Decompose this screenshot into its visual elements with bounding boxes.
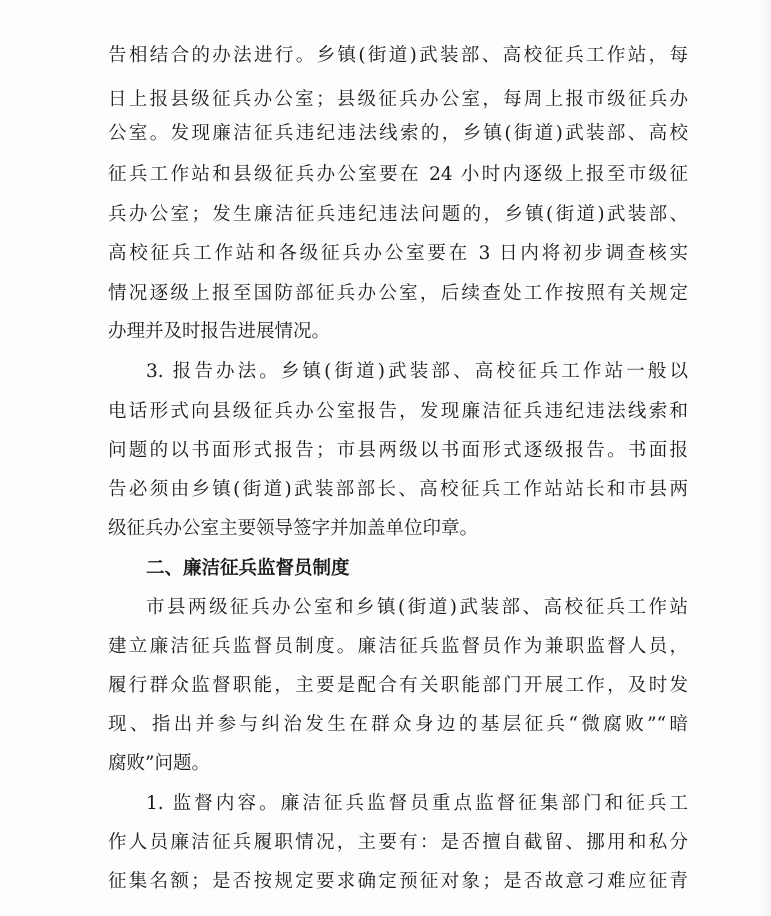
text-line: 情况逐级上报至国防部征兵办公室，后续查处工作按照有关规定 xyxy=(108,283,688,304)
text-line: 征兵工作站和县级征兵办公室要在 24 小时内逐级上报至市级征 xyxy=(108,164,688,185)
text-line: 履行群众监督职能，主要是配合有关职能部门开展工作，及时发 xyxy=(108,675,688,696)
text-line: 告必须由乡镇(街道)武装部部长、高校征兵工作站站长和市县两 xyxy=(108,479,688,500)
text-line: 征集名额；是否按规定要求确定预征对象；是否故意刁难应征青 xyxy=(108,871,688,892)
text-line: 1. 监督内容。廉洁征兵监督员重点监督征集部门和征兵工 xyxy=(146,793,688,814)
text-line: 3. 报告办法。乡镇(街道)武装部、高校征兵工作站一般以 xyxy=(146,361,688,382)
text-line: 问题的以书面形式报告；市县两级以书面形式逐级报告。书面报 xyxy=(108,440,688,461)
section-heading: 二、廉洁征兵监督员制度 xyxy=(146,558,350,579)
text-line: 公室。发现廉洁征兵违纪违法线索的，乡镇(街道)武装部、高校 xyxy=(108,123,688,144)
scan-edge-shadow xyxy=(757,0,771,916)
text-line: 建立廉洁征兵监督员制度。廉洁征兵监督员作为兼职监督人员， xyxy=(108,636,688,657)
text-line: 作人员廉洁征兵履职情况，主要有：是否擅自截留、挪用和私分 xyxy=(108,832,688,853)
text-line: 电话形式向县级征兵办公室报告，发现廉洁征兵违纪违法线索和 xyxy=(108,401,688,422)
text-line: 现、指出并参与纠治发生在群众身边的基层征兵“微腐败”“暗 xyxy=(108,714,688,735)
text-line: 告相结合的办法进行。乡镇(街道)武装部、高校征兵工作站，每 xyxy=(108,45,688,66)
text-line: 市县两级征兵办公室和乡镇(街道)武装部、高校征兵工作站 xyxy=(146,597,688,618)
text-line: 级征兵办公室主要领导签字并加盖单位印章。 xyxy=(108,518,479,539)
text-line: 兵办公室；发生廉洁征兵违纪违法问题的，乡镇(街道)武装部、 xyxy=(108,204,688,225)
text-line: 办理并及时报告进展情况。 xyxy=(108,321,331,342)
text-line: 腐败”问题。 xyxy=(108,753,210,774)
text-line: 日上报县级征兵办公室；县级征兵办公室，每周上报市级征兵办 xyxy=(108,89,688,110)
text-line: 高校征兵工作站和各级征兵办公室要在 3 日内将初步调查核实 xyxy=(108,243,688,264)
